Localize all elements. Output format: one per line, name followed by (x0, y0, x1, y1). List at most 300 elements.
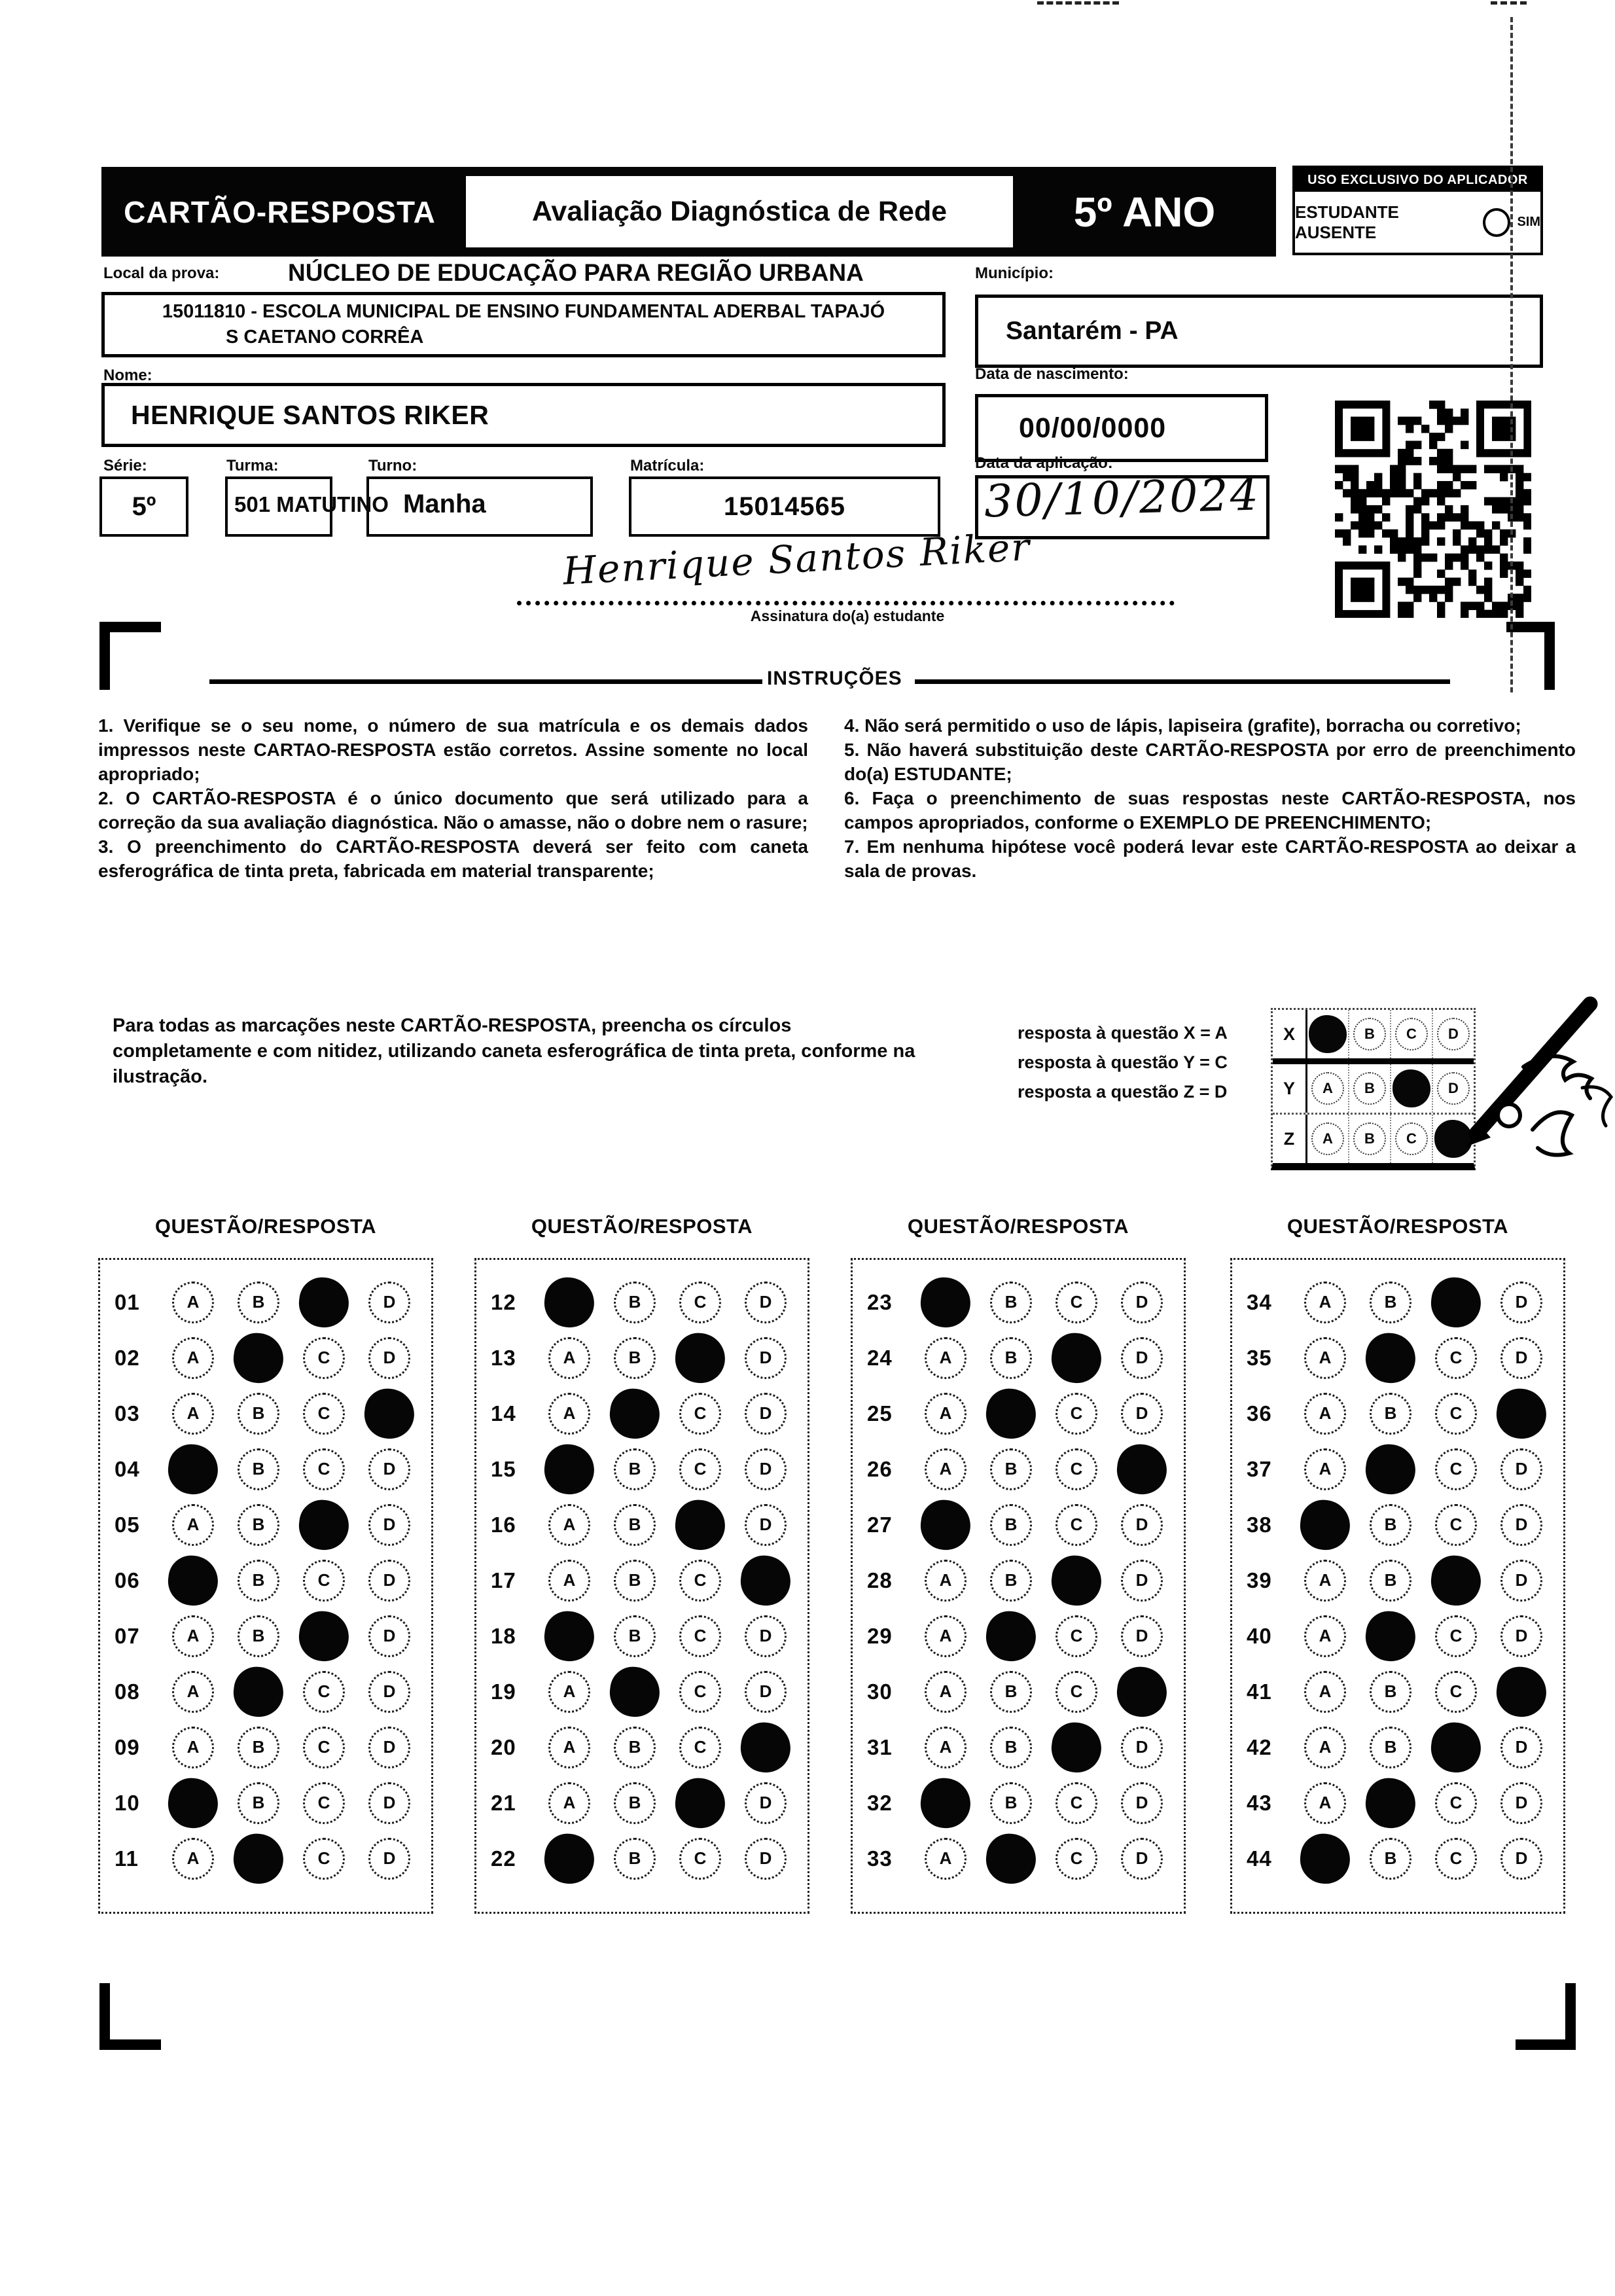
answer-bubble[interactable]: C (303, 1727, 345, 1768)
answer-bubble[interactable]: D (1121, 1615, 1163, 1657)
applicator-only-box (1292, 166, 1543, 255)
corner-bracket-top-left (99, 622, 161, 690)
answer-bubble[interactable]: D (1500, 1615, 1542, 1657)
student-absent-option: SIM (1517, 215, 1540, 229)
answer-bubble[interactable]: B (238, 1393, 279, 1435)
example-caption-z: resposta a questão Z = D (1018, 1082, 1228, 1102)
answer-bubble[interactable]: D (745, 1838, 787, 1880)
answer-bubble[interactable]: D (1121, 1504, 1163, 1546)
answer-bubble[interactable]: A (1304, 1782, 1346, 1824)
answer-bubble-filled[interactable] (542, 1274, 597, 1330)
answer-bubble[interactable]: A (1304, 1393, 1346, 1435)
answer-bubble[interactable]: C (1435, 1615, 1477, 1657)
answer-bubble[interactable]: A (172, 1282, 214, 1323)
example-filled-bubble (1309, 1015, 1347, 1053)
instruction-item: 2. O CARTÃO-RESPOSTA é o único documento que será utilizado para a correção da sua avaliação diagnóstica. Não o amasse, não o dobre nem o rasure; (98, 788, 808, 833)
aplicacao-label: Data da aplicação: (975, 454, 1113, 472)
answer-bubble[interactable]: C (1056, 1615, 1097, 1657)
answer-bubble[interactable]: B (238, 1448, 279, 1490)
answer-bubble[interactable]: A (172, 1838, 214, 1880)
header-bar (101, 167, 1276, 257)
signature-caption: Assinatura do(a) estudante (750, 607, 945, 624)
answer-bubble-filled[interactable] (1494, 1664, 1550, 1719)
answer-bubble[interactable]: B (238, 1504, 279, 1546)
answer-bubble-filled[interactable] (166, 1552, 221, 1608)
answer-bubble[interactable]: C (303, 1448, 345, 1490)
answer-bubble[interactable]: B (990, 1671, 1032, 1713)
answer-bubble[interactable]: A (925, 1671, 967, 1713)
answers-column-header: QUESTÃO/RESPOSTA (531, 1215, 753, 1238)
question-number: 32 (867, 1790, 893, 1815)
answer-row (100, 1386, 431, 1441)
answer-bubble[interactable]: C (679, 1282, 721, 1323)
answer-bubble-filled[interactable] (166, 1775, 221, 1831)
answer-bubble[interactable]: A (925, 1727, 967, 1768)
question-number: 03 (115, 1401, 140, 1426)
example-captions (1018, 1018, 1228, 1107)
answer-bubble[interactable]: A (925, 1560, 967, 1602)
answer-bubble[interactable]: C (303, 1393, 345, 1435)
answer-bubble-filled[interactable] (984, 1386, 1039, 1441)
answer-bubble[interactable]: B (614, 1337, 656, 1379)
turma-label: Turma: (226, 457, 279, 475)
answer-bubble-filled[interactable] (738, 1719, 794, 1775)
answer-row (100, 1330, 431, 1386)
local-value: NÚCLEO DE EDUCAÇÃO PARA REGIÃO URBANA (288, 259, 864, 286)
answer-bubble-filled[interactable] (738, 1552, 794, 1608)
answer-bubble-filled[interactable] (1363, 1441, 1419, 1497)
example-bubble: C (1395, 1018, 1428, 1050)
answer-bubble[interactable]: A (925, 1448, 967, 1490)
answer-bubble[interactable]: A (1304, 1727, 1346, 1768)
school-field (101, 292, 946, 357)
hand-with-pen-icon (1393, 990, 1615, 1186)
answer-bubble-filled[interactable] (542, 1441, 597, 1497)
answer-bubble[interactable]: C (1056, 1671, 1097, 1713)
answer-bubble[interactable]: A (548, 1560, 590, 1602)
example-row-label: X (1273, 1010, 1307, 1058)
nascimento-label: Data de nascimento: (975, 365, 1129, 383)
answer-bubble-filled[interactable] (607, 1386, 663, 1441)
answer-bubble[interactable]: D (368, 1448, 410, 1490)
answer-bubble[interactable]: D (368, 1615, 410, 1657)
answer-bubble[interactable]: D (1121, 1282, 1163, 1323)
answer-row (476, 1552, 808, 1608)
instruction-item: 7. Em nenhuma hipótese você poderá levar este CARTÃO-RESPOSTA ao deixar a sala de provas. (844, 836, 1576, 881)
answer-bubble-filled[interactable] (542, 1831, 597, 1886)
answer-bubble[interactable]: C (679, 1671, 721, 1713)
question-number: 15 (491, 1456, 516, 1481)
answer-bubble[interactable]: B (614, 1448, 656, 1490)
answer-bubble[interactable]: C (1435, 1782, 1477, 1824)
answer-row (476, 1441, 808, 1497)
answer-row (1232, 1330, 1563, 1386)
answer-bubble[interactable]: A (925, 1615, 967, 1657)
answer-row (853, 1497, 1184, 1552)
example-row-label: Z (1273, 1115, 1307, 1163)
instructions-right-column (844, 713, 1576, 883)
municipio-field (975, 295, 1543, 368)
answer-row (1232, 1552, 1563, 1608)
answer-bubble[interactable]: C (1435, 1838, 1477, 1880)
question-number: 24 (867, 1345, 893, 1370)
answer-bubble[interactable]: B (1370, 1560, 1411, 1602)
answer-row (853, 1552, 1184, 1608)
question-number: 28 (867, 1568, 893, 1592)
question-number: 27 (867, 1512, 893, 1537)
question-number: 07 (115, 1623, 140, 1648)
answer-bubble-filled[interactable] (1298, 1831, 1353, 1886)
answer-bubble[interactable]: A (925, 1838, 967, 1880)
answer-bubble-filled[interactable] (673, 1497, 728, 1552)
answer-bubble[interactable]: B (238, 1782, 279, 1824)
answer-bubble[interactable]: D (1121, 1337, 1163, 1379)
example-bubble: B (1353, 1072, 1386, 1105)
answer-bubble[interactable]: D (745, 1615, 787, 1657)
answer-row (1232, 1775, 1563, 1831)
aplicacao-handwritten-value: 30/10/2024 (984, 469, 1261, 528)
answer-row (1232, 1608, 1563, 1664)
answer-bubble[interactable]: B (614, 1560, 656, 1602)
answer-bubble-filled[interactable] (1114, 1441, 1170, 1497)
answer-bubble[interactable]: D (368, 1782, 410, 1824)
answer-bubble[interactable]: A (172, 1671, 214, 1713)
answer-bubble[interactable]: B (990, 1560, 1032, 1602)
answer-bubble[interactable]: D (368, 1504, 410, 1546)
answer-bubble[interactable]: C (303, 1838, 345, 1880)
answer-bubble-filled[interactable] (673, 1330, 728, 1386)
answer-bubble[interactable]: D (1500, 1448, 1542, 1490)
local-label: Local da prova: (103, 264, 220, 282)
municipio-value: Santarém - PA (1006, 317, 1179, 345)
answer-bubble-filled[interactable] (918, 1775, 974, 1831)
answer-bubble-filled[interactable] (1363, 1330, 1419, 1386)
answer-bubble-filled[interactable] (1429, 1552, 1484, 1608)
answer-bubble[interactable]: C (1435, 1671, 1477, 1713)
answer-bubble-filled[interactable] (1494, 1386, 1550, 1441)
answer-bubble[interactable]: C (679, 1838, 721, 1880)
answer-bubble[interactable]: A (1304, 1560, 1346, 1602)
answer-bubble[interactable]: C (303, 1337, 345, 1379)
signature-handwriting: Henrique Santos Riker (561, 524, 1032, 594)
answer-bubble-filled[interactable] (1114, 1664, 1170, 1719)
answer-row (853, 1274, 1184, 1330)
card-title: CARTÃO-RESPOSTA (124, 194, 436, 229)
answer-bubble[interactable]: D (368, 1560, 410, 1602)
answers-column-header: QUESTÃO/RESPOSTA (154, 1215, 377, 1238)
answer-bubble[interactable]: D (745, 1448, 787, 1490)
answer-bubble-filled[interactable] (1429, 1719, 1484, 1775)
answer-bubble-filled[interactable] (607, 1664, 663, 1719)
answer-bubble-filled[interactable] (1363, 1608, 1419, 1664)
answer-bubble[interactable]: D (745, 1393, 787, 1435)
example-bubble: C (1395, 1122, 1428, 1155)
matricula-label: Matrícula: (630, 457, 705, 475)
answer-bubble-filled[interactable] (231, 1664, 287, 1719)
answer-bubble[interactable]: C (1056, 1838, 1097, 1880)
answer-bubble[interactable]: D (1500, 1337, 1542, 1379)
answer-row (1232, 1831, 1563, 1886)
example-bubble: D (1437, 1018, 1470, 1050)
question-number: 43 (1247, 1790, 1272, 1815)
question-number: 08 (115, 1679, 140, 1704)
nome-value: HENRIQUE SANTOS RIKER (131, 399, 489, 430)
answer-bubble[interactable]: B (1370, 1504, 1411, 1546)
answer-bubble[interactable]: B (238, 1560, 279, 1602)
answer-bubble[interactable]: C (1435, 1504, 1477, 1546)
question-number: 22 (491, 1846, 516, 1871)
answer-row (853, 1775, 1184, 1831)
nascimento-value: 00/00/0000 (1019, 412, 1167, 444)
answer-bubble-filled[interactable] (1363, 1775, 1419, 1831)
answer-bubble[interactable]: B (990, 1282, 1032, 1323)
answer-bubble[interactable]: A (1304, 1337, 1346, 1379)
answer-bubble[interactable]: C (303, 1782, 345, 1824)
answer-bubble[interactable]: C (1056, 1782, 1097, 1824)
answer-bubble[interactable]: B (990, 1504, 1032, 1546)
answer-bubble[interactable]: A (1304, 1615, 1346, 1657)
answer-row (853, 1386, 1184, 1441)
answer-row (476, 1719, 808, 1775)
answers-column (474, 1258, 809, 1914)
fold-line-vertical (1510, 17, 1513, 692)
answer-bubble[interactable]: C (1056, 1448, 1097, 1490)
nome-label: Nome: (103, 367, 152, 384)
question-number: 42 (1247, 1734, 1272, 1759)
corner-bracket-top-right (1506, 622, 1555, 690)
answer-bubble[interactable]: B (990, 1337, 1032, 1379)
question-number: 14 (491, 1401, 516, 1426)
answer-bubble-filled[interactable] (984, 1608, 1039, 1664)
answer-bubble-filled[interactable] (918, 1274, 974, 1330)
answer-bubble-filled[interactable] (231, 1330, 287, 1386)
answer-row (100, 1831, 431, 1886)
answer-bubble[interactable]: B (238, 1615, 279, 1657)
answer-row (1232, 1386, 1563, 1441)
answer-row (100, 1719, 431, 1775)
answer-bubble[interactable]: C (1435, 1337, 1477, 1379)
answer-bubble[interactable]: B (614, 1504, 656, 1546)
question-number: 13 (491, 1345, 516, 1370)
exam-title-box (466, 176, 1013, 247)
answer-bubble[interactable]: C (303, 1560, 345, 1602)
answer-bubble[interactable]: A (548, 1393, 590, 1435)
student-absent-bubble[interactable] (1483, 208, 1510, 237)
answer-bubble[interactable]: B (614, 1282, 656, 1323)
grade-label: 5º ANO (1073, 188, 1216, 236)
answers-column (98, 1258, 433, 1914)
answer-bubble[interactable]: B (1370, 1671, 1411, 1713)
answer-row (476, 1386, 808, 1441)
question-number: 31 (867, 1734, 893, 1759)
example-caption-x: resposta à questão X = A (1018, 1023, 1228, 1043)
answer-bubble[interactable]: A (548, 1504, 590, 1546)
answer-bubble-filled[interactable] (1429, 1274, 1484, 1330)
answer-bubble-filled[interactable] (1049, 1330, 1105, 1386)
answers-column (1230, 1258, 1565, 1914)
question-number: 33 (867, 1846, 893, 1871)
question-number: 21 (491, 1790, 516, 1815)
answer-bubble[interactable]: B (990, 1782, 1032, 1824)
answer-bubble-filled[interactable] (918, 1497, 974, 1552)
answer-bubble[interactable]: D (368, 1838, 410, 1880)
answer-row (476, 1775, 808, 1831)
answer-bubble[interactable]: D (368, 1671, 410, 1713)
answer-row (100, 1552, 431, 1608)
turma-value: 501 MATUTINO (234, 492, 389, 516)
answer-bubble-filled[interactable] (296, 1274, 352, 1330)
answer-row (1232, 1497, 1563, 1552)
answer-bubble[interactable]: B (990, 1727, 1032, 1768)
answer-bubble[interactable]: B (1370, 1727, 1411, 1768)
instruction-item: 4. Não será permitido o uso de lápis, lapiseira (grafite), borracha ou corretivo; (844, 715, 1521, 736)
answer-bubble[interactable]: A (925, 1337, 967, 1379)
answer-bubble[interactable]: A (1304, 1448, 1346, 1490)
answer-bubble[interactable]: B (614, 1838, 656, 1880)
answer-bubble[interactable]: C (679, 1615, 721, 1657)
example-caption-y: resposta à questão Y = C (1018, 1052, 1228, 1072)
answer-row (853, 1330, 1184, 1386)
example-bubble: A (1311, 1122, 1344, 1155)
divider-line-right (915, 679, 1450, 684)
answer-bubble[interactable]: D (745, 1782, 787, 1824)
question-number: 18 (491, 1623, 516, 1648)
answer-bubble-filled[interactable] (984, 1831, 1039, 1886)
answer-bubble[interactable]: C (1435, 1448, 1477, 1490)
answer-bubble[interactable]: C (679, 1560, 721, 1602)
answer-bubble[interactable]: B (614, 1782, 656, 1824)
answer-bubble[interactable]: A (548, 1782, 590, 1824)
answer-bubble[interactable]: D (745, 1282, 787, 1323)
answer-bubble[interactable]: D (1121, 1560, 1163, 1602)
answer-bubble[interactable]: C (679, 1448, 721, 1490)
answer-bubble[interactable]: D (1500, 1727, 1542, 1768)
question-number: 06 (115, 1568, 140, 1592)
answer-bubble[interactable]: C (1435, 1393, 1477, 1435)
answer-bubble[interactable]: C (1056, 1504, 1097, 1546)
answer-row (100, 1664, 431, 1719)
answer-bubble-filled[interactable] (166, 1441, 221, 1497)
answer-bubble[interactable]: D (745, 1337, 787, 1379)
question-number: 35 (1247, 1345, 1272, 1370)
answer-bubble[interactable]: A (172, 1393, 214, 1435)
fold-mark-top-right (1491, 1, 1527, 5)
answer-bubble[interactable]: D (1121, 1838, 1163, 1880)
answer-bubble[interactable]: B (1370, 1282, 1411, 1323)
example-bubble: A (1311, 1072, 1344, 1105)
example-bubble: B (1353, 1122, 1386, 1155)
answer-row (100, 1775, 431, 1831)
answer-row (853, 1831, 1184, 1886)
answer-row (853, 1719, 1184, 1775)
question-number: 40 (1247, 1623, 1272, 1648)
answer-bubble[interactable]: A (1304, 1671, 1346, 1713)
answer-row (1232, 1274, 1563, 1330)
answer-bubble[interactable]: D (368, 1337, 410, 1379)
answer-bubble[interactable]: A (548, 1671, 590, 1713)
answer-bubble[interactable]: A (172, 1727, 214, 1768)
answer-bubble[interactable]: B (238, 1282, 279, 1323)
answer-bubble[interactable]: A (172, 1615, 214, 1657)
instruction-item: 5. Não haverá substituição deste CARTÃO-RESPOSTA por erro de preenchimento do(a) ESTUDANTE; (844, 740, 1576, 784)
answer-bubble[interactable]: D (745, 1671, 787, 1713)
answer-bubble[interactable]: D (368, 1282, 410, 1323)
answer-bubble[interactable]: D (1500, 1782, 1542, 1824)
answer-bubble-filled[interactable] (296, 1497, 352, 1552)
answer-bubble[interactable]: B (1370, 1838, 1411, 1880)
answer-bubble[interactable]: A (548, 1727, 590, 1768)
answer-bubble[interactable]: B (990, 1448, 1032, 1490)
question-number: 01 (115, 1289, 140, 1314)
question-number: 05 (115, 1512, 140, 1537)
answer-bubble[interactable]: C (679, 1393, 721, 1435)
answer-row (1232, 1719, 1563, 1775)
answer-row (853, 1664, 1184, 1719)
answer-row (476, 1664, 808, 1719)
answer-bubble[interactable]: C (1056, 1282, 1097, 1323)
answer-bubble-filled[interactable] (673, 1775, 728, 1831)
answer-bubble[interactable]: D (368, 1727, 410, 1768)
answers-column-header: QUESTÃO/RESPOSTA (907, 1215, 1129, 1238)
answer-bubble[interactable]: C (1056, 1393, 1097, 1435)
answer-bubble[interactable]: A (172, 1504, 214, 1546)
answer-bubble[interactable]: A (172, 1337, 214, 1379)
question-number: 30 (867, 1679, 893, 1704)
answer-bubble[interactable]: D (1500, 1504, 1542, 1546)
answer-bubble[interactable]: A (548, 1337, 590, 1379)
answer-bubble-filled[interactable] (296, 1608, 352, 1664)
answer-row (476, 1274, 808, 1330)
answer-row (100, 1497, 431, 1552)
answer-bubble-filled[interactable] (231, 1831, 287, 1886)
answer-bubble-filled[interactable] (542, 1608, 597, 1664)
answer-bubble-filled[interactable] (362, 1386, 417, 1441)
answer-bubble[interactable]: B (238, 1727, 279, 1768)
answer-bubble[interactable]: D (1121, 1782, 1163, 1824)
answer-bubble-filled[interactable] (1049, 1552, 1105, 1608)
matricula-field: 15014565 (629, 476, 940, 537)
answer-bubble-filled[interactable] (1298, 1497, 1353, 1552)
answer-bubble[interactable]: A (925, 1393, 967, 1435)
answer-bubble[interactable]: D (1500, 1838, 1542, 1880)
question-number: 10 (115, 1790, 140, 1815)
answer-bubble[interactable]: D (1121, 1727, 1163, 1768)
nascimento-field (975, 394, 1268, 462)
student-absent-label: ESTUDANTE AUSENTE (1295, 202, 1399, 242)
school-name-line2: S CAETANO CORRÊA (226, 327, 424, 348)
question-number: 04 (115, 1456, 140, 1481)
answer-row (853, 1441, 1184, 1497)
answer-bubble[interactable]: A (1304, 1282, 1346, 1323)
question-number: 20 (491, 1734, 516, 1759)
answer-row (476, 1608, 808, 1664)
answer-bubble[interactable]: C (679, 1727, 721, 1768)
school-name-line1: 15011810 - ESCOLA MUNICIPAL DE ENSINO FUNDAMENTAL ADERBAL TAPAJÓ (162, 301, 885, 322)
question-number: 16 (491, 1512, 516, 1537)
answer-bubble[interactable]: B (1370, 1393, 1411, 1435)
marking-note: Para todas as marcações neste CARTÃO-RESPOSTA, preencha os círculos completamente e com nitidez, utilizando caneta esferográfica de tinta preta, conforme na ilustração. (113, 1015, 915, 1087)
answer-bubble[interactable]: B (614, 1727, 656, 1768)
answer-bubble-filled[interactable] (1049, 1719, 1105, 1775)
answer-bubble[interactable]: D (1500, 1282, 1542, 1323)
question-number: 09 (115, 1734, 140, 1759)
answer-bubble[interactable]: D (1121, 1393, 1163, 1435)
answer-bubble[interactable]: C (303, 1671, 345, 1713)
answer-bubble[interactable]: D (1500, 1560, 1542, 1602)
answer-bubble[interactable]: D (745, 1504, 787, 1546)
answer-bubble[interactable]: B (614, 1615, 656, 1657)
example-row-label: Y (1273, 1064, 1307, 1113)
